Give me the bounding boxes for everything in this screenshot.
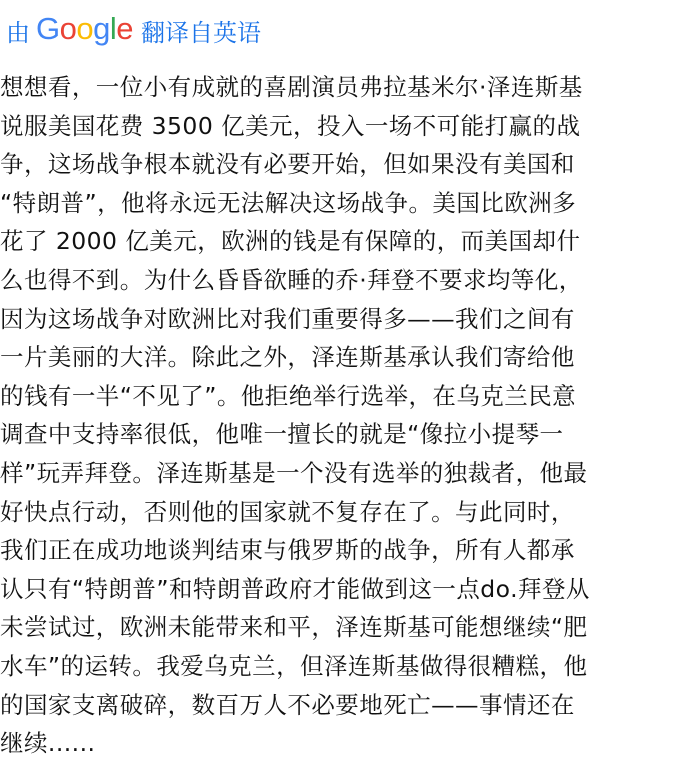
- post-text-line: 未尝试过，欧洲未能带来和平，泽连斯基可能想继续“肥: [0, 613, 588, 642]
- post-text-line: 因为这场战争对欧洲比对我们重要得多——我们之间有: [0, 304, 575, 333]
- post-text-line: 想想看，一位小有成就的喜剧演员弗拉基米尔·泽连斯基: [0, 73, 583, 101]
- post-text-line: 么也得不到。为什么昏昏欲睡的乔·拜登不要求均等化，: [0, 265, 583, 294]
- translated-from-english-link[interactable]: 翻译自英语: [141, 18, 262, 47]
- post-text-line: 水车”的运转。我爱乌克兰，但泽连斯基做得很糟糕，他: [0, 651, 588, 680]
- translated-post-text: [0, 68, 680, 763]
- post-text-line: 一片美丽的大洋。除此之外，泽连斯基承认我们寄给他: [0, 343, 575, 372]
- post-text-line: “特朗普”，他将永远无法解决这场战争。美国比欧洲多: [0, 188, 577, 217]
- post-text-line: 的钱有一半“不见了”。他拒绝举行选举，在乌克兰民意: [0, 381, 577, 410]
- post-text-line: 争，这场战争根本就没有必要开始，但如果没有美国和: [0, 150, 575, 179]
- post-text-line: 认只有“特朗普”和特朗普政府才能做到这一点do.拜登从: [0, 574, 590, 603]
- post-text-line: 调查中支持率很低，他唯一擅长的就是“像拉小提琴一: [0, 420, 564, 449]
- post-text-line: 样”玩弄拜登。泽连斯基是一个没有选举的独裁者，他最: [0, 458, 588, 487]
- post-text-line: 继续......: [0, 729, 96, 758]
- google-logo: Google: [36, 11, 134, 46]
- post-text-line: 说服美国花费 3500 亿美元，投入一场不可能打赢的战: [0, 111, 581, 140]
- translated-by-label: 由: [6, 18, 30, 47]
- post-text-line: 花了 2000 亿美元，欧洲的钱是有保障的，而美国却什: [0, 227, 581, 256]
- post-text-line: 的国家支离破碎，数百万人不必要地死亡——事情还在: [0, 690, 575, 719]
- post-text-line: 好快点行动，否则他的国家就不复存在了。与此同时，: [0, 497, 575, 526]
- translation-attribution[interactable]: [6, 10, 261, 50]
- post-text-line: 我们正在成功地谈判结束与俄罗斯的战争，所有人都承: [0, 536, 575, 565]
